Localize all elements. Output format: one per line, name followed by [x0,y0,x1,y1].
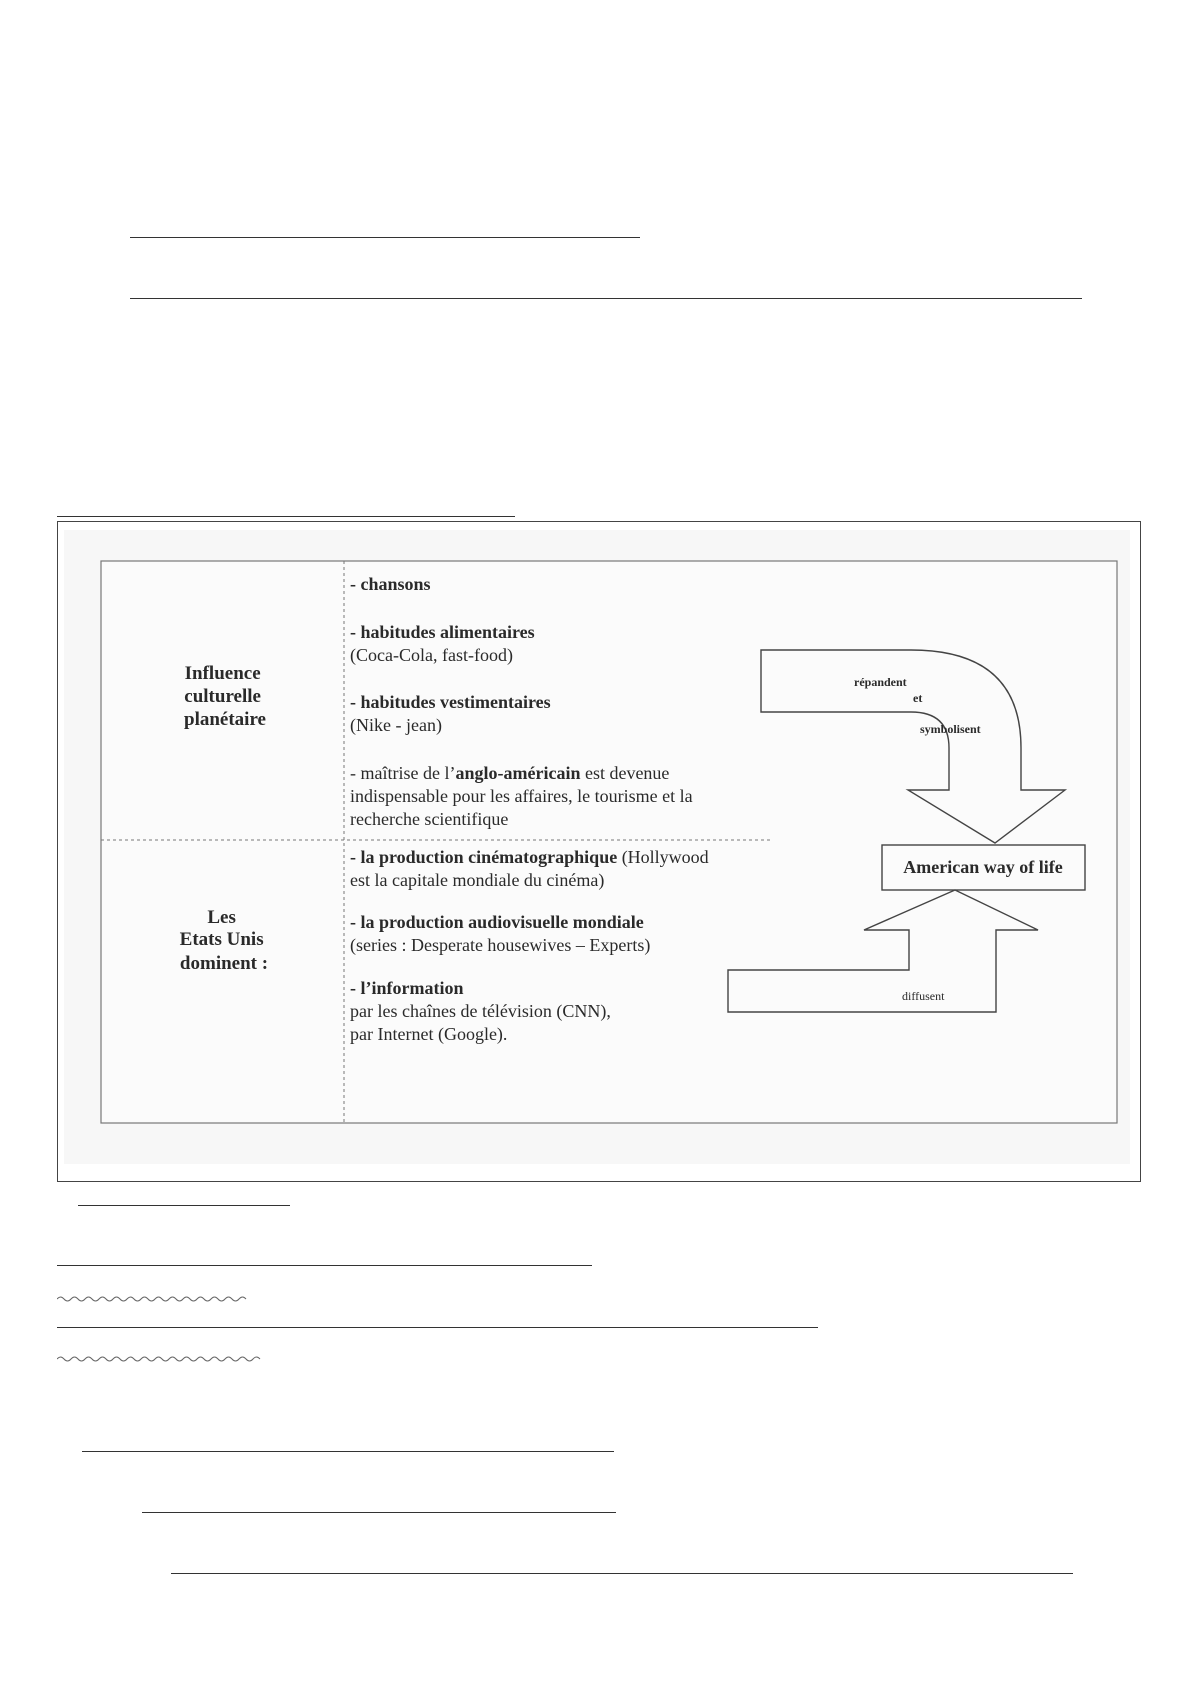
item-cinema-line1: - la production cinématographique (Hollywood [350,847,709,867]
diagram-table-border [101,561,1117,1123]
figure-frame [57,521,1141,1182]
item-food-title: - habitudes alimentaires [350,622,535,642]
item-information-line3: par Internet (Google). [350,1024,508,1044]
item-language-line3: recherche scientifique [350,809,509,829]
underline-rule-7 [82,1451,614,1452]
item-clothing-title: - habitudes vestimentaires [350,692,551,712]
heading-etats-unis: Les Etats Unis dominent : [179,907,269,974]
item-cinema-line2: est la capitale mondiale du cinéma) [350,870,605,890]
wavy-underline-2 [57,1354,265,1364]
label-et: et [913,691,923,705]
item-information-title: - l’information [350,978,464,998]
item-information-line2: par les chaînes de télévision (CNN), [350,1001,611,1021]
underline-rule-3 [57,516,515,517]
item-language-line2: indispensable pour les affaires, le tourisme et la [350,786,693,806]
underline-rule-4 [78,1205,290,1206]
label-american-way: American way of life [903,857,1063,877]
heading-influence: Influence culturelle planétaire [184,663,266,730]
item-language-line1: - maîtrise de l’anglo-américain est devenue [350,763,670,783]
underline-rule-1 [130,237,640,238]
item-clothing-examples: (Nike - jean) [350,715,442,735]
culture-diagram [64,530,1130,1164]
item-food-examples: (Coca-Cola, fast-food) [350,645,513,665]
item-audiovisual-examples: (series : Desperate housewives – Experts) [350,935,651,955]
underline-rule-6 [57,1327,818,1328]
label-diffusent: diffusent [902,989,945,1003]
label-symbolisent: symbolisent [920,722,981,736]
item-audiovisual-title: - la production audiovisuelle mondiale [350,912,644,932]
underline-rule-2 [130,298,1082,299]
underline-rule-8 [142,1512,616,1513]
label-repandent: répandent [854,675,907,689]
figure-scan [64,530,1130,1164]
item-chansons: - chansons [350,574,431,594]
underline-rule-5 [57,1265,592,1266]
underline-rule-9 [171,1573,1073,1574]
wavy-underline-1 [57,1294,253,1304]
